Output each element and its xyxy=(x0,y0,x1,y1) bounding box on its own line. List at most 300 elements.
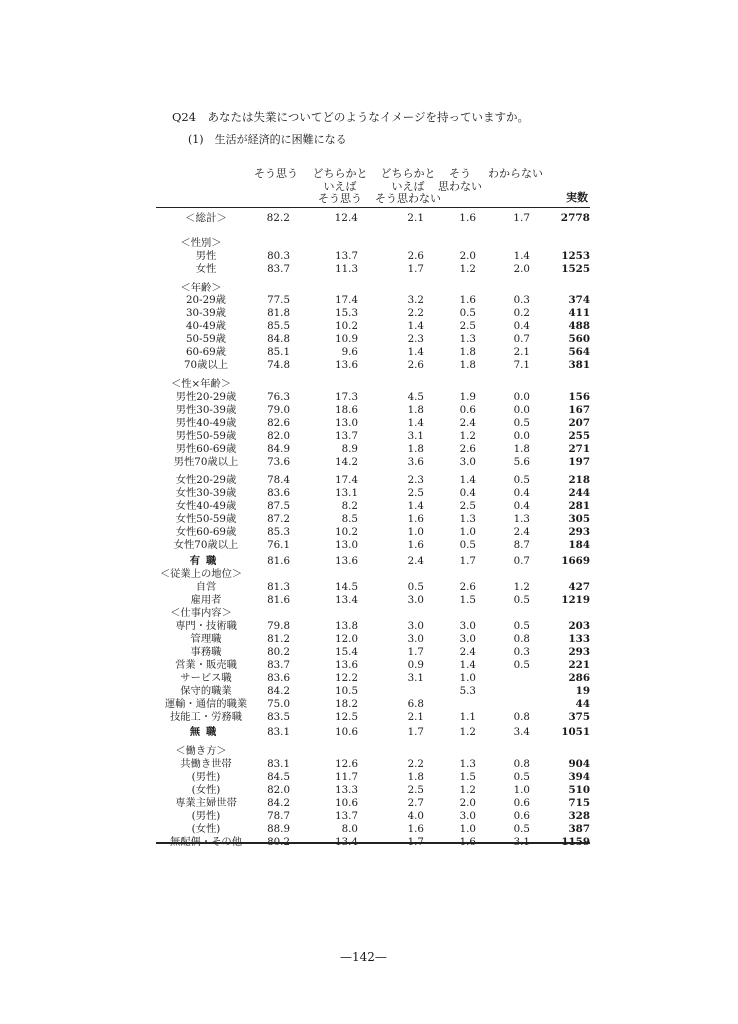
table-row xyxy=(156,500,590,513)
row-label: 女性40-49歳 xyxy=(175,500,237,512)
cell-col-1: 81.8 xyxy=(267,307,290,319)
cell-col-6: 510 xyxy=(568,784,590,796)
cell-col-4: 1.3 xyxy=(459,758,476,770)
cell-col-5: 0.4 xyxy=(513,320,530,332)
cell-col-3: 1.8 xyxy=(407,443,424,455)
row-label: 管理職 xyxy=(190,633,222,645)
table-row xyxy=(156,726,590,739)
header-somewhat-agree xyxy=(307,168,373,206)
table-row xyxy=(156,294,590,307)
cell-col-5: 0.5 xyxy=(513,594,530,606)
cell-col-6: 904 xyxy=(568,758,590,770)
cell-col-6: 221 xyxy=(568,659,590,671)
table-row xyxy=(156,620,590,633)
cell-col-5: 0.6 xyxy=(513,797,530,809)
cell-col-1: 81.6 xyxy=(267,555,290,567)
cell-col-5: 0.2 xyxy=(513,307,530,319)
cell-col-6: 271 xyxy=(568,443,590,455)
cell-col-1: 83.1 xyxy=(267,726,290,738)
row-label: (女性) xyxy=(191,823,221,835)
cell-col-4: 1.5 xyxy=(459,594,476,606)
cell-col-4: 0.4 xyxy=(459,487,476,499)
cell-col-2: 8.5 xyxy=(341,513,358,525)
question-title: Q24 あなたは失業についてどのようなイメージを持っていますか。 xyxy=(172,110,529,124)
cell-col-4: 1.2 xyxy=(459,784,476,796)
cell-col-6: 1219 xyxy=(561,594,590,606)
row-label: 女性50-59歳 xyxy=(175,513,237,525)
cell-col-4: 1.8 xyxy=(459,346,476,358)
cell-col-5: 0.8 xyxy=(513,711,530,723)
cell-col-4: 2.6 xyxy=(459,443,476,455)
row-label: 50-59歳 xyxy=(186,333,226,345)
cell-col-5: 3.1 xyxy=(513,836,530,848)
cell-col-2: 13.3 xyxy=(335,784,358,796)
cell-col-5: 7.1 xyxy=(513,359,530,371)
table-row xyxy=(156,237,590,250)
cell-col-5: 0.7 xyxy=(513,555,530,567)
cell-col-5: 0.5 xyxy=(513,659,530,671)
cell-col-4: 2.0 xyxy=(459,250,476,262)
table-row xyxy=(156,711,590,724)
table-row xyxy=(156,443,590,456)
cell-col-3: 1.6 xyxy=(407,513,424,525)
table-row xyxy=(156,333,590,346)
table-row xyxy=(156,359,590,372)
cell-col-5: 0.5 xyxy=(513,771,530,783)
cell-col-2: 8.9 xyxy=(341,443,358,455)
cell-col-4: 1.2 xyxy=(459,430,476,442)
row-label: ＜総計＞ xyxy=(185,212,227,224)
row-label: 無配偶・その他 xyxy=(169,836,243,848)
cell-col-2: 14.5 xyxy=(335,581,358,593)
cell-col-3: 2.4 xyxy=(407,555,424,567)
table-row xyxy=(156,513,590,526)
table-row xyxy=(156,378,590,391)
table-row xyxy=(156,320,590,333)
cell-col-4: 1.0 xyxy=(459,672,476,684)
cell-col-6: 1159 xyxy=(561,836,590,848)
header-count: 実数 xyxy=(566,191,588,204)
cell-col-4: 3.0 xyxy=(459,456,476,468)
cell-col-2: 13.4 xyxy=(335,836,358,848)
header-somewhat-agree-line3: そう思う xyxy=(318,192,362,205)
cell-col-2: 9.6 xyxy=(341,346,358,358)
cell-col-5: 0.0 xyxy=(513,430,530,442)
cell-col-6: 2778 xyxy=(560,212,590,224)
cell-col-1: 85.1 xyxy=(267,346,290,358)
cell-col-4: 1.6 xyxy=(459,836,476,848)
cell-col-5: 3.4 xyxy=(513,726,530,738)
cell-col-5: 1.8 xyxy=(513,443,530,455)
cell-col-3: 2.6 xyxy=(407,359,424,371)
cell-col-2: 13.8 xyxy=(335,620,358,632)
row-label: 自営 xyxy=(195,581,217,593)
cell-col-3: 3.0 xyxy=(407,633,424,645)
cell-col-5: 0.6 xyxy=(513,810,530,822)
cell-col-2: 17.3 xyxy=(335,391,358,403)
cell-col-4: 0.5 xyxy=(459,307,476,319)
cell-col-3: 2.1 xyxy=(407,711,424,723)
cell-col-2: 14.2 xyxy=(335,456,358,468)
cell-col-3: 1.8 xyxy=(407,404,424,416)
cell-col-5: 8.7 xyxy=(513,539,530,551)
cell-col-1: 84.5 xyxy=(267,771,290,783)
row-label: ＜性別＞ xyxy=(180,237,222,249)
row-label: 女性60-69歳 xyxy=(175,526,237,538)
cell-col-5: 1.2 xyxy=(513,581,530,593)
cell-col-5: 0.4 xyxy=(513,487,530,499)
cell-col-1: 83.5 xyxy=(267,711,290,723)
cell-col-6: 394 xyxy=(568,771,590,783)
cell-col-6: 293 xyxy=(568,646,590,658)
cell-col-4: 1.1 xyxy=(459,711,476,723)
row-label: (女性) xyxy=(191,784,221,796)
cell-col-3: 1.0 xyxy=(407,526,424,538)
cell-col-5: 2.4 xyxy=(513,526,530,538)
table-row xyxy=(156,539,590,552)
row-label: ＜性×年齢＞ xyxy=(170,378,232,390)
header-agree: そう思う xyxy=(254,167,298,180)
cell-col-6: 218 xyxy=(568,474,590,486)
table-row xyxy=(156,607,590,620)
row-label: 男性70歳以上 xyxy=(173,456,239,468)
cell-col-6: 328 xyxy=(568,810,590,822)
cell-col-4: 1.6 xyxy=(459,294,476,306)
cell-col-2: 13.7 xyxy=(335,810,358,822)
cell-col-3: 3.1 xyxy=(407,672,424,684)
cell-col-4: 1.2 xyxy=(459,263,476,275)
row-label: 女性70歳以上 xyxy=(173,539,239,551)
cell-col-3: 2.6 xyxy=(407,250,424,262)
table-row xyxy=(156,810,590,823)
table-bottom-rule xyxy=(156,842,590,844)
cell-col-1: 77.5 xyxy=(267,294,290,306)
cell-col-6: 156 xyxy=(568,391,590,403)
cell-col-3: 1.7 xyxy=(407,836,424,848)
cell-col-4: 1.9 xyxy=(459,391,476,403)
cell-col-3: 1.7 xyxy=(407,263,424,275)
cell-col-1: 82.0 xyxy=(267,430,290,442)
table-row xyxy=(156,594,590,607)
cell-col-6: 375 xyxy=(568,711,590,723)
cell-col-2: 10.2 xyxy=(335,526,358,538)
cell-col-4: 2.6 xyxy=(459,581,476,593)
cell-col-1: 80.2 xyxy=(267,836,290,848)
cell-col-3: 1.4 xyxy=(407,346,424,358)
header-dont-know: わからない xyxy=(488,167,543,180)
cell-col-2: 11.3 xyxy=(335,263,358,275)
cell-col-4: 2.4 xyxy=(459,646,476,658)
cell-col-5: 0.5 xyxy=(513,823,530,835)
cell-col-1: 88.9 xyxy=(267,823,290,835)
table-row xyxy=(156,758,590,771)
header-somewhat-disagree-line2: いえば xyxy=(391,179,425,193)
cell-col-1: 83.6 xyxy=(267,672,290,684)
row-label: 男性20-29歳 xyxy=(175,391,237,403)
row-label: 70歳以上 xyxy=(184,359,228,371)
cell-col-6: 387 xyxy=(568,823,590,835)
row-label: 雇用者 xyxy=(190,594,222,606)
cell-col-5: 0.8 xyxy=(513,633,530,645)
cell-col-2: 8.0 xyxy=(341,823,358,835)
cell-col-4: 2.5 xyxy=(459,500,476,512)
cell-col-6: 255 xyxy=(568,430,590,442)
cell-col-5: 0.0 xyxy=(513,404,530,416)
cell-col-6: 197 xyxy=(568,456,590,468)
row-label: 事務職 xyxy=(190,646,222,658)
cell-col-4: 1.6 xyxy=(459,212,476,224)
table-row xyxy=(156,391,590,404)
cell-col-4: 2.5 xyxy=(459,320,476,332)
cell-col-1: 83.1 xyxy=(267,758,290,770)
table-row xyxy=(156,263,590,276)
cell-col-2: 13.6 xyxy=(335,555,358,567)
page-number: —142— xyxy=(340,950,387,964)
cell-col-4: 3.0 xyxy=(459,620,476,632)
cell-col-4: 2.4 xyxy=(459,417,476,429)
cell-col-2: 13.6 xyxy=(335,659,358,671)
row-label: 20-29歳 xyxy=(186,294,226,306)
cell-col-6: 427 xyxy=(568,581,590,593)
cell-col-2: 13.7 xyxy=(335,250,358,262)
row-label: (男性) xyxy=(191,810,221,822)
cell-col-5: 0.0 xyxy=(513,391,530,403)
row-label: 女性20-29歳 xyxy=(175,474,237,486)
table-row xyxy=(156,456,590,469)
cell-col-1: 78.4 xyxy=(267,474,290,486)
row-label: ＜年齢＞ xyxy=(180,282,222,294)
row-label: 男性30-39歳 xyxy=(175,404,237,416)
cell-col-6: 167 xyxy=(568,404,590,416)
cell-col-3: 1.8 xyxy=(407,771,424,783)
table-row xyxy=(156,685,590,698)
table-row xyxy=(156,633,590,646)
cell-col-1: 79.8 xyxy=(267,620,290,632)
cell-col-6: 715 xyxy=(568,797,590,809)
table-row xyxy=(156,581,590,594)
table-row xyxy=(156,346,590,359)
table-row xyxy=(156,784,590,797)
cell-col-4: 1.5 xyxy=(459,771,476,783)
table-row xyxy=(156,417,590,430)
cell-col-6: 19 xyxy=(575,685,590,697)
cell-col-5: 0.3 xyxy=(513,294,530,306)
header-somewhat-disagree-line3: そう思わない xyxy=(375,192,441,205)
cell-col-2: 12.4 xyxy=(334,212,358,224)
cell-col-1: 84.9 xyxy=(267,443,290,455)
cell-col-3: 2.5 xyxy=(407,784,424,796)
cell-col-6: 203 xyxy=(568,620,590,632)
cell-col-5: 0.5 xyxy=(513,417,530,429)
cell-col-2: 17.4 xyxy=(335,294,358,306)
cell-col-4: 1.3 xyxy=(459,513,476,525)
row-label: 保守的職業 xyxy=(180,685,232,697)
row-label: 男性40-49歳 xyxy=(175,417,237,429)
cell-col-1: 74.8 xyxy=(267,359,290,371)
cell-col-2: 10.2 xyxy=(335,320,358,332)
row-label: サービス職 xyxy=(180,672,232,684)
cell-col-5: 0.7 xyxy=(513,333,530,345)
cell-col-5: 2.0 xyxy=(513,263,530,275)
cell-col-1: 83.6 xyxy=(267,487,290,499)
cell-col-2: 15.4 xyxy=(335,646,358,658)
cell-col-3: 1.4 xyxy=(407,417,424,429)
cell-col-6: 305 xyxy=(568,513,590,525)
cell-col-3: 3.6 xyxy=(407,456,424,468)
cell-col-1: 75.0 xyxy=(267,698,290,710)
cell-col-4: 3.0 xyxy=(459,810,476,822)
cell-col-1: 79.0 xyxy=(267,404,290,416)
cell-col-1: 81.2 xyxy=(267,633,290,645)
row-label: 有職 xyxy=(189,555,223,567)
cell-col-3: 2.2 xyxy=(407,758,424,770)
table-row xyxy=(156,823,590,836)
header-somewhat-disagree-line1: どちらかと xyxy=(380,167,436,180)
cell-col-3: 0.9 xyxy=(407,659,424,671)
row-label: 男性50-59歳 xyxy=(175,430,237,442)
header-disagree-line1: そう xyxy=(449,167,471,180)
cell-col-3: 1.4 xyxy=(407,320,424,332)
cell-col-6: 44 xyxy=(575,698,590,710)
cell-col-5: 0.4 xyxy=(513,500,530,512)
cell-col-6: 1525 xyxy=(561,263,590,275)
cell-col-6: 1253 xyxy=(561,250,590,262)
cell-col-4: 0.5 xyxy=(459,539,476,551)
cell-col-2: 13.0 xyxy=(335,539,358,551)
cell-col-6: 1051 xyxy=(561,726,590,738)
header-somewhat-agree-line2: いえば xyxy=(323,179,357,193)
cell-col-6: 133 xyxy=(568,633,590,645)
cell-col-3: 2.5 xyxy=(407,487,424,499)
cell-col-1: 80.2 xyxy=(267,646,290,658)
cell-col-1: 81.3 xyxy=(267,581,290,593)
cell-col-6: 1669 xyxy=(561,555,590,567)
cell-col-2: 12.2 xyxy=(335,672,358,684)
cell-col-5: 0.5 xyxy=(513,474,530,486)
cell-col-3: 1.4 xyxy=(407,500,424,512)
cell-col-3: 1.6 xyxy=(407,823,424,835)
cell-col-6: 488 xyxy=(568,320,590,332)
cell-col-2: 8.2 xyxy=(341,500,358,512)
cell-col-4: 0.6 xyxy=(459,404,476,416)
row-label: 無職 xyxy=(189,726,223,738)
cell-col-2: 18.2 xyxy=(335,698,358,710)
cell-col-1: 82.6 xyxy=(267,417,290,429)
table-row xyxy=(156,430,590,443)
cell-col-3: 2.1 xyxy=(407,212,424,224)
cell-col-6: 286 xyxy=(568,672,590,684)
cell-col-3: 2.7 xyxy=(407,797,424,809)
table-row xyxy=(156,745,590,758)
cell-col-6: 244 xyxy=(568,487,590,499)
table-row xyxy=(156,250,590,263)
header-somewhat-agree-line1: どちらかと xyxy=(312,167,368,180)
table-top-rule xyxy=(156,207,590,208)
cell-col-4: 1.2 xyxy=(459,726,476,738)
row-label: 運輸・通信的職業 xyxy=(164,698,248,710)
table-row xyxy=(156,526,590,539)
cell-col-1: 78.7 xyxy=(267,810,290,822)
cell-col-4: 1.0 xyxy=(459,526,476,538)
row-label: 技能工・労務職 xyxy=(169,711,243,723)
cell-col-5: 0.5 xyxy=(513,620,530,632)
table-row xyxy=(156,698,590,711)
row-label: ＜仕事内容＞ xyxy=(170,607,232,619)
row-label: 60-69歳 xyxy=(186,346,226,358)
cell-col-1: 73.6 xyxy=(267,456,290,468)
cell-col-3: 2.3 xyxy=(407,333,424,345)
cell-col-5: 5.6 xyxy=(513,456,530,468)
row-label: 女性30-39歳 xyxy=(175,487,237,499)
cell-col-3: 4.5 xyxy=(407,391,424,403)
cell-col-6: 281 xyxy=(568,500,590,512)
cell-col-3: 4.0 xyxy=(407,810,424,822)
cell-col-1: 87.5 xyxy=(267,500,290,512)
table-row xyxy=(156,771,590,784)
row-label: 専門・技術職 xyxy=(175,620,237,632)
table-row xyxy=(156,487,590,500)
cell-col-2: 12.6 xyxy=(335,758,358,770)
cell-col-1: 87.2 xyxy=(267,513,290,525)
row-label: 専業主婦世帯 xyxy=(175,797,237,809)
cell-col-2: 17.4 xyxy=(335,474,358,486)
cell-col-1: 82.2 xyxy=(266,212,290,224)
cell-col-3: 2.3 xyxy=(407,474,424,486)
cell-col-1: 80.3 xyxy=(267,250,290,262)
cell-col-1: 84.8 xyxy=(267,333,290,345)
table-row xyxy=(156,555,590,568)
row-label: (男性) xyxy=(191,771,221,783)
cell-col-4: 3.0 xyxy=(459,633,476,645)
cell-col-2: 11.7 xyxy=(335,771,358,783)
cell-col-4: 1.4 xyxy=(459,659,476,671)
cell-col-2: 15.3 xyxy=(335,307,358,319)
row-label: ＜従業上の地位＞ xyxy=(159,568,243,580)
cell-col-4: 1.4 xyxy=(459,474,476,486)
cell-col-2: 12.0 xyxy=(335,633,358,645)
cell-col-4: 1.0 xyxy=(459,823,476,835)
sub-question: (1) 生活が経済的に困難になる xyxy=(188,133,347,146)
cell-col-2: 13.7 xyxy=(335,430,358,442)
row-label: 男性60-69歳 xyxy=(175,443,237,455)
row-label: 女性 xyxy=(195,263,217,275)
cell-col-3: 6.8 xyxy=(407,698,424,710)
cell-col-4: 1.8 xyxy=(459,359,476,371)
row-label: 共働き世帯 xyxy=(180,758,232,770)
cell-col-5: 2.1 xyxy=(513,346,530,358)
cell-col-6: 374 xyxy=(568,294,590,306)
cell-col-6: 207 xyxy=(568,417,590,429)
cell-col-5: 1.3 xyxy=(513,513,530,525)
cell-col-2: 10.6 xyxy=(335,797,358,809)
header-disagree-line2: 思わない xyxy=(438,179,482,193)
cell-col-1: 81.6 xyxy=(267,594,290,606)
table-row xyxy=(156,474,590,487)
cell-col-5: 1.0 xyxy=(513,784,530,796)
cell-col-3: 1.7 xyxy=(407,726,424,738)
cell-col-6: 293 xyxy=(568,526,590,538)
cell-col-3: 1.7 xyxy=(407,646,424,658)
row-label: 40-49歳 xyxy=(186,320,226,332)
cell-col-6: 411 xyxy=(568,307,590,319)
header-disagree xyxy=(432,168,488,193)
cell-col-3: 0.5 xyxy=(407,581,424,593)
cell-col-4: 1.7 xyxy=(459,555,476,567)
table-row xyxy=(156,797,590,810)
cell-col-2: 13.6 xyxy=(335,359,358,371)
cell-col-3: 3.0 xyxy=(407,594,424,606)
cell-col-1: 76.3 xyxy=(267,391,290,403)
